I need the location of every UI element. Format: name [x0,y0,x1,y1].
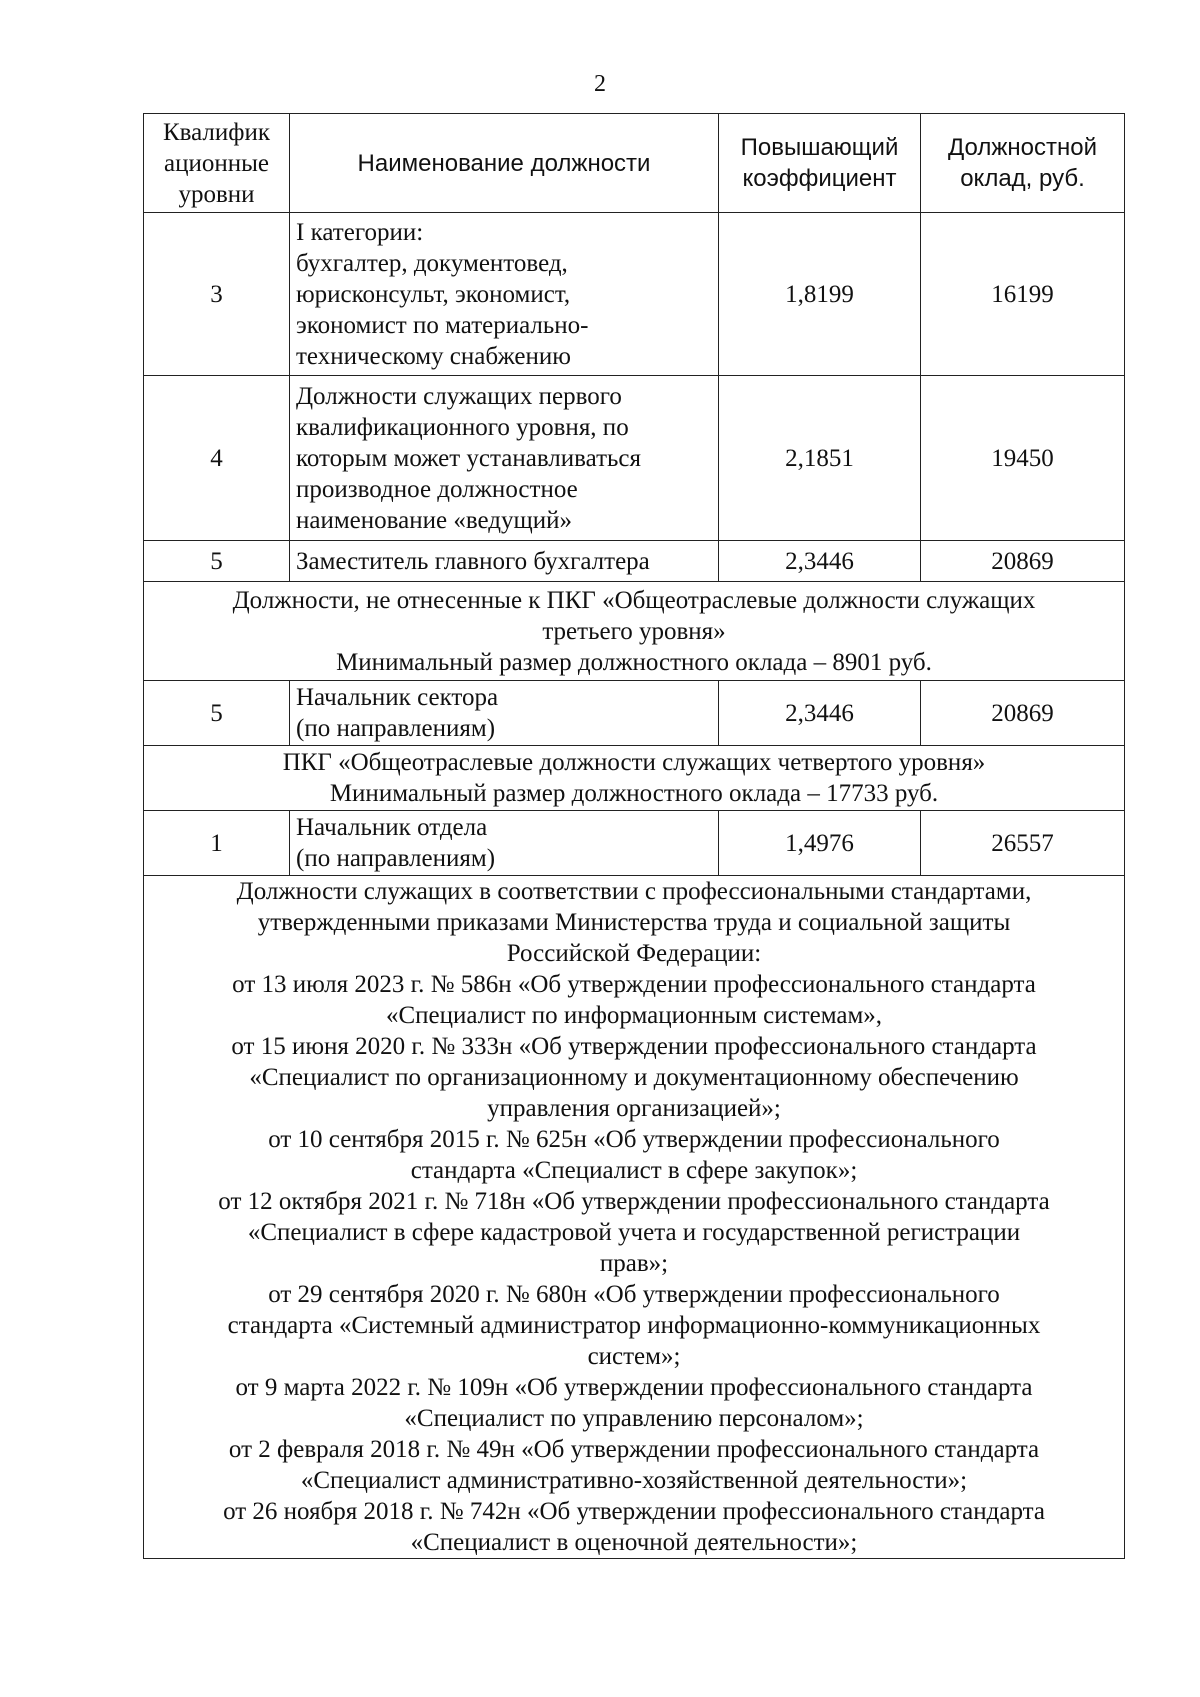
table-header-row [144,114,1125,213]
table-row [144,681,1125,746]
position-cell: Должности служащих первого квалификационного уровня, по которым может устанавливаться производное должностное наименование «ведущий» [290,376,719,541]
section-heading: Должности, не отнесенные к ПКГ «Общеотраслевые должности служащих третьего уровня» Минимальный размер должностного оклада – 8901 руб. [144,582,1125,681]
header-qualification-levels: Квалифик ационные уровни [144,114,290,213]
section-heading: ПКГ «Общеотраслевые должности служащих четвертого уровня» Минимальный размер должностного оклада – 17733 руб. [144,746,1125,811]
level-cell: 3 [144,213,290,376]
coefficient-cell: 2,3446 [719,541,921,582]
table-row [144,811,1125,876]
header-position-name: Наименование должности [290,114,719,213]
page-number: 2 [594,71,606,97]
position-cell: Начальник сектора (по направлениям) [290,681,719,746]
coefficient-cell: 2,1851 [719,376,921,541]
level-cell: 4 [144,376,290,541]
salary-table [143,113,1125,1559]
salary-cell: 16199 [921,213,1125,376]
position-cell: Заместитель главного бухгалтера [290,541,719,582]
table-row [144,376,1125,541]
coefficient-cell: 1,4976 [719,811,921,876]
salary-cell: 19450 [921,376,1125,541]
position-cell: Начальник отдела (по направлениям) [290,811,719,876]
level-cell: 5 [144,541,290,582]
section-heading-row [144,582,1125,681]
salary-cell: 26557 [921,811,1125,876]
level-cell: 1 [144,811,290,876]
table-row [144,213,1125,376]
header-coefficient: Повышающий коэффициент [719,114,921,213]
section-heading-row [144,876,1125,1559]
position-cell: I категории: бухгалтер, документовед, юрисконсульт, экономист, экономист по материально- техническому снабжению [290,213,719,376]
coefficient-cell: 2,3446 [719,681,921,746]
professional-standards-list: Должности служащих в соответствии с профессиональными стандартами, утвержденными приказами Министерства труда и социальной защиты Российской Федерации: от 13 июля 2023 г. № 586н «Об утверждении профессионального стандарта «Специалист по информационным системам», от 15 июня 2020 г. № 333н «Об утверждении профессионального стандарта «Специалист по организационному и документационному обеспечению управления организацией»; от 10 сентября 2015 г. № 625н «Об утверждении профессионального стандарта «Специалист в сфере закупок»; от 12 октября 2021 г. № 718н «Об утверждении профессионального стандарта «Специалист в сфере кадастровой учета и государственной регистрации прав»; от 29 сентября 2020 г. № 680н «Об утверждении профессионального стандарта «Системный администратор информационно-коммуникационных систем»; от 9 марта 2022 г. № 109н «Об утверждении профессионального стандарта «Специалист по управлению персоналом»; от 2 февраля 2018 г. № 49н «Об утверждении профессионального стандарта «Специалист административно-хозяйственной деятельности»; от 26 ноября 2018 г. № 742н «Об утверждении профессионального стандарта «Специалист в оценочной деятельности»; [144,876,1125,1559]
section-heading-row [144,746,1125,811]
salary-cell: 20869 [921,681,1125,746]
salary-cell: 20869 [921,541,1125,582]
header-salary: Должностной оклад, руб. [921,114,1125,213]
coefficient-cell: 1,8199 [719,213,921,376]
level-cell: 5 [144,681,290,746]
table-row [144,541,1125,582]
